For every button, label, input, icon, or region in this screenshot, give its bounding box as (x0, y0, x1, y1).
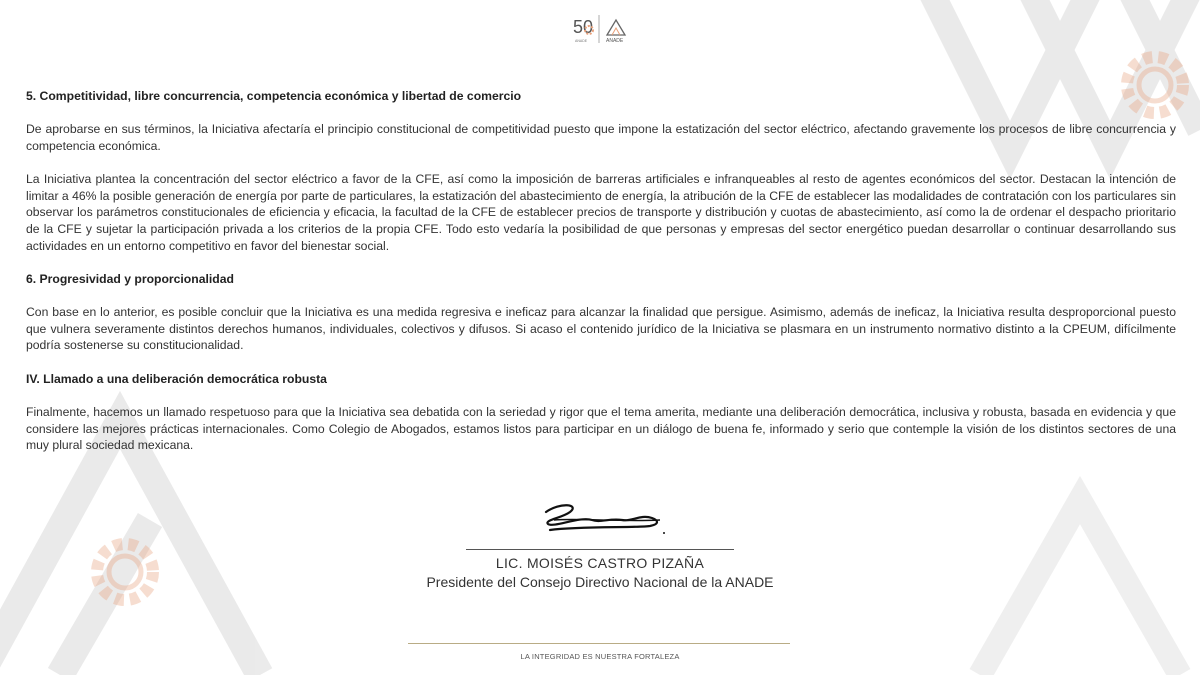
anade-logo (572, 12, 632, 46)
section-heading-llamado: IV. Llamado a una deliberación democrática robusta (26, 371, 327, 386)
footer-divider (408, 643, 790, 644)
signature-line (466, 549, 734, 550)
signer-name: LIC. MOISÉS CASTRO PIZAÑA (495, 555, 705, 571)
paragraph-competitividad-1: De aprobarse en sus términos, la Iniciativa afectaría el principio constitucional de competitividad puesto que impone la estatización del sector eléctrico, afectando gravemente los procesos de libre concurrencia y competencia económica. (26, 122, 1176, 153)
paragraph-progresividad-1: Con base en lo anterior, es posible concluir que la Iniciativa es una medida regresiva e ineficaz para alcanzar la finalidad que persigue. Asimismo, además de ineficaz, la Iniciativa resulta desproporcional puesto que vulnera severamente distintos derechos humanos, individuales, colectivos y difusos. Si acaso el contenido jurídico de la Iniciativa se plasmara en un instrumento normativo distinto a la CPEUM, difícilmente podría sostenerse su constitucionalidad. (26, 305, 1176, 353)
paragraph-competitividad-2: La Iniciativa plantea la concentración del sector eléctrico a favor de la CFE, así como la imposición de barreras artificiales e infranqueables al resto de agentes económicos del sector. Destacan la intención de limitar a 46% la posible generación de energía por parte de particulares, la estatización del abastecimiento de energía, la atribución de la CFE de establecer las modalidades de contratación con los particulares sin observar los parámetros constitucionales de eficiencia y eficacia, la facultad de la CFE de establecer precios de transporte y distribución y cuotas de abastecimiento, así como la de ordenar el despacho prioritario de la CFE y sujetar la participación privada a los criterios de la propia CFE. Todo esto vedaría la posibilidad de que personas y empresas del sector energético puedan desarrollar o continuar desarrollando sus actividades en un entorno competitivo en favor del bienestar social. (26, 172, 1176, 253)
section-heading-progresividad: 6. Progresividad y proporcionalidad (26, 272, 234, 287)
handwritten-signature (540, 500, 670, 536)
section-heading-competitividad: 5. Competitividad, libre concurrencia, competencia económica y libertad de comercio (26, 89, 522, 103)
paragraph-llamado-1: Finalmente, hacemos un llamado respetuoso para que la Iniciativa sea debatida con la seriedad y rigor que el tema amerita, mediante una deliberación democrática, inclusiva y robusta, basada en evidencia y que considere las mejores prácticas internacionales. Como Colegio de Abogados, estamos listos para participar en un diálogo de buena fe, informado y serio que contemple la visión de los distintos sectores de una muy plural sociedad mexicana. (26, 404, 1176, 453)
brand-text: ANADE (606, 38, 624, 44)
anniversary-number: 50 (573, 17, 594, 37)
footer-motto: LA INTEGRIDAD ES NUESTRA FORTALEZA (520, 652, 680, 661)
anniversary-caption: ANADE (575, 39, 588, 43)
document-body (26, 88, 1176, 454)
signer-title: Presidente del Consejo Directivo Nacional de la ANADE (426, 574, 774, 590)
